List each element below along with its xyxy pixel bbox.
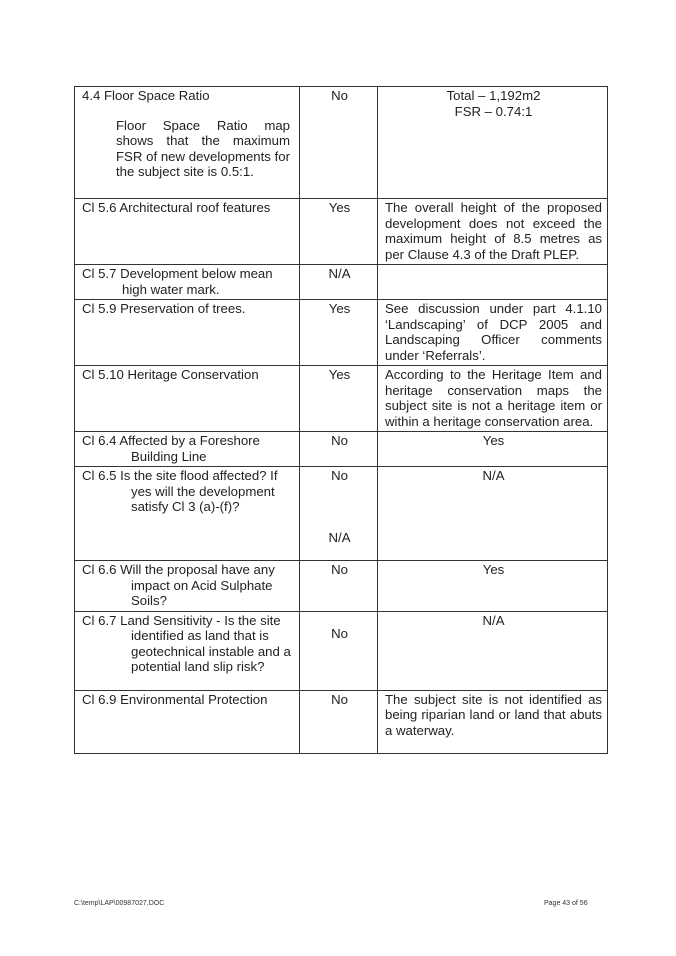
table-row (75, 611, 608, 690)
clause-text: Cl 6.7 Land Sensitivity - Is the site identified as land that is geotechnical instable and a potential land slip risk? (82, 612, 291, 674)
clause-cell (75, 467, 300, 561)
comment-cell: See discussion under part 4.1.10 ‘Landscaping’ of DCP 2005 and Landscaping Officer comments under ‘Referrals’. (378, 300, 608, 366)
compliance-table (74, 86, 608, 754)
comment-cell: The subject site is not identified as being riparian land or land that abuts a waterway. (378, 690, 608, 753)
table-row (75, 265, 608, 300)
clause-cell: Cl 6.9 Environmental Protection (75, 690, 300, 753)
compliance-cell: No (300, 690, 378, 753)
compliance-development: N/A (328, 529, 351, 545)
comment-cell (378, 87, 608, 199)
table-row (75, 690, 608, 753)
compliance-flood: No (331, 468, 348, 483)
comment-cell: Yes (378, 561, 608, 612)
compliance-cell: No (300, 432, 378, 467)
table-row (75, 366, 608, 432)
table-row (75, 87, 608, 199)
clause-cell (75, 561, 300, 612)
compliance-cell: No (300, 561, 378, 612)
clause-cell (75, 265, 300, 300)
comment-cell: Yes (378, 432, 608, 467)
clause-cell: Cl 5.10 Heritage Conservation (75, 366, 300, 432)
clause-text: Cl 6.4 Affected by a Foreshore Building Line (82, 433, 260, 464)
clause-detail: Floor Space Ratio map shows that the maximum FSR of new developments for the subject site is 0.5:1. (116, 117, 290, 179)
compliance-cell: Yes (300, 366, 378, 432)
clause-title: 4.4 Floor Space Ratio (82, 88, 210, 103)
table-row (75, 561, 608, 612)
comment-cell (378, 265, 608, 300)
comment-cell: The overall height of the proposed development does not exceed the maximum height of 8.5 metres as per Clause 4.3 of the Draft PLEP. (378, 199, 608, 265)
clause-cell (75, 87, 300, 199)
compliance-cell: No (300, 87, 378, 199)
compliance-cell: Yes (300, 300, 378, 366)
footer-page-number: Page 43 of 56 (544, 900, 588, 907)
comment-cell: According to the Heritage Item and heritage conservation maps the subject site is not a heritage item or within a heritage conservation area. (378, 366, 608, 432)
clause-text: Cl 6.5 Is the site flood affected? If yes will the development satisfy Cl 3 (a)-(f)? (82, 468, 278, 514)
footer-file-path: C:\temp\LAP\00987027.DOC (74, 900, 165, 907)
compliance-cell: N/A (300, 265, 378, 300)
table-row (75, 432, 608, 467)
clause-cell: Cl 5.6 Architectural roof features (75, 199, 300, 265)
clause-cell (75, 611, 300, 690)
table-row (75, 199, 608, 265)
comment-fsr: FSR – 0.74:1 (454, 103, 533, 119)
compliance-cell (300, 467, 378, 561)
compliance-cell: No (300, 611, 378, 690)
comment-total: Total – 1,192m2 (446, 88, 541, 103)
clause-cell (75, 432, 300, 467)
clause-text: Cl 5.7 Development below mean high water mark. (82, 266, 273, 297)
clause-cell: Cl 5.9 Preservation of trees. (75, 300, 300, 366)
table-row (75, 300, 608, 366)
comment-cell: N/A (378, 467, 608, 561)
compliance-cell: Yes (300, 199, 378, 265)
table-row (75, 467, 608, 561)
comment-cell: N/A (378, 611, 608, 690)
clause-text: Cl 6.6 Will the proposal have any impact on Acid Sulphate Soils? (82, 562, 275, 608)
